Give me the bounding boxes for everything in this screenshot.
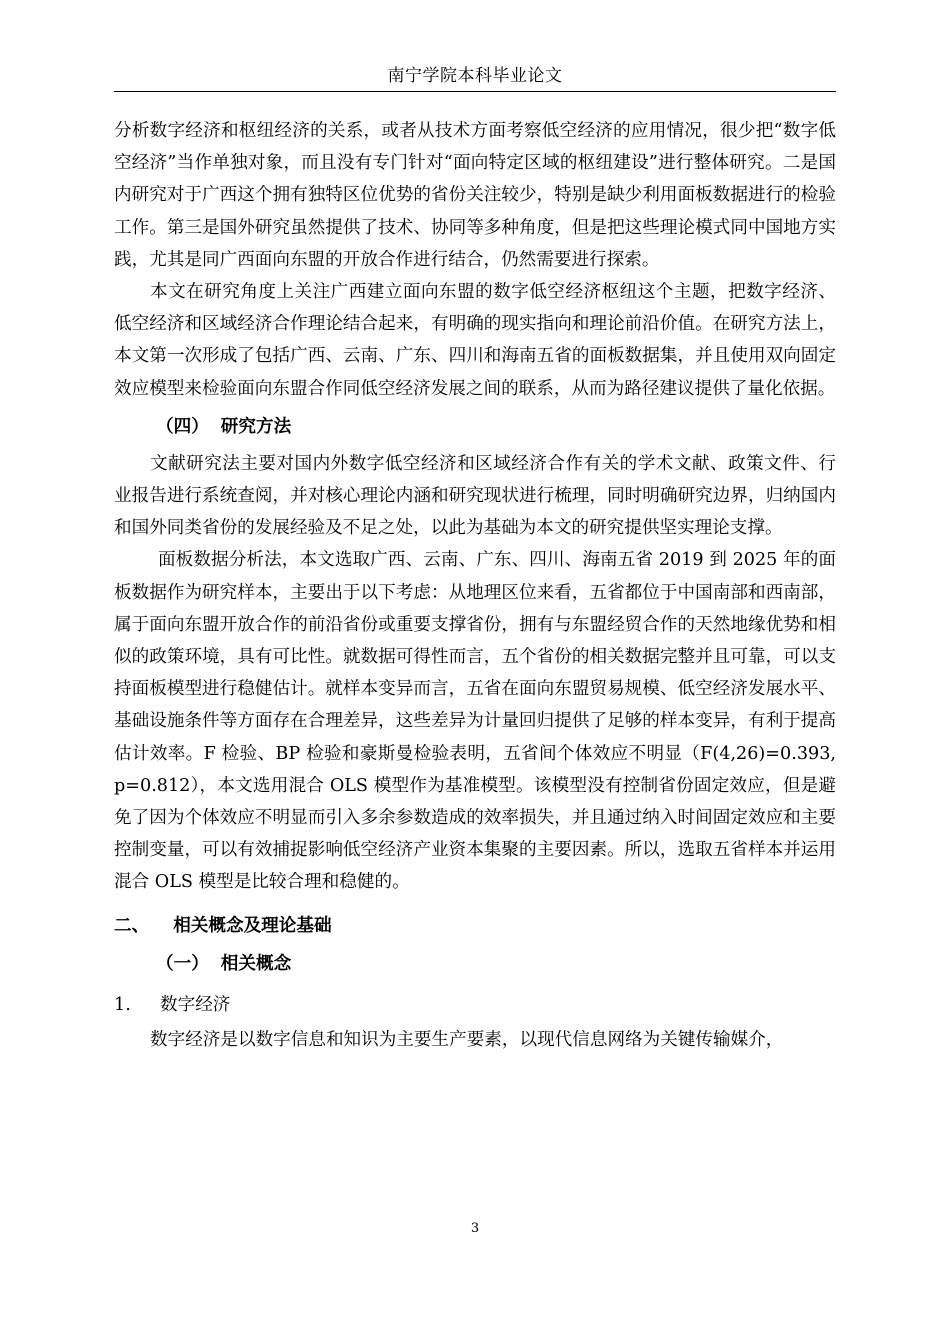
chapter-title: 相关概念及理论基础 [173,914,332,936]
running-header-title: 南宁学院本科毕业论文 [387,66,563,86]
item-title: 数字经济 [160,994,231,1015]
page-number: 3 [470,1221,480,1236]
item-heading-digital-economy [114,985,836,1024]
section-number: （一） [156,952,209,974]
header-divider [114,91,836,92]
section-heading-research-methods [114,405,836,448]
chapter-number: 二、 [114,914,150,936]
paragraph-research-angle: 本文在研究角度上关注广西建立面向东盟的数字低空经济枢纽这个主题，把数字经济、低空经济和区域经济合作理论结合起来，有明确的现实指向和理论前沿价值。在研究方法上，本文第一次形成了包括广西、云南、广东、四川和海南五省的面板数据集，并且使用双向固定效应模型来检验面向东盟合作同低空经济发展之间的联系，从而为路径建议提供了量化依据。 [114,282,836,399]
document-body [114,115,836,1056]
paragraph-literature-method: 文献研究法主要对国内外数字低空经济和区域经济合作有关的学术文献、政策文件、行业报告进行系统查阅，并对核心理论内涵和研究现状进行梳理，同时明确研究边界，归纳国内和国外同类省份的发展经验及不足之处，以此为基础为本文的研究提供坚实理论支撑。 [114,453,836,539]
section-title: 研究方法 [220,415,292,437]
item-number: 1. [114,994,131,1015]
paragraph-continuation: 分析数字经济和枢纽经济的关系，或者从技术方面考察低空经济的应用情况，很少把“数字低空经济”当作单独对象，而且没有专门针对“面向特定区域的枢纽建设”进行整体研究。二是国内研究对于广西这个拥有独特区位优势的省份关注较少，特别是缺少利用面板数据进行的检验工作。第三是国外研究虽然提供了技术、协同等多种角度，但是把这些理论模式同中国地方实践，尤其是同广西面向东盟的开放合作进行结合，仍然需要进行探索。 [114,121,836,270]
paragraph-digital-economy-definition: 数字经济是以数字信息和知识为主要生产要素，以现代信息网络为关键传输媒介， [150,1029,784,1050]
section-title: 相关概念 [220,952,292,974]
section-number: （四） [156,415,209,437]
section-heading-related-concepts [114,946,836,985]
chapter-heading-concepts-theory [114,899,836,946]
paragraph-panel-data-method: 面板数据分析法，本文选取广西、云南、广东、四川、海南五省 2019 到 2025 年的面板数据作为研究样本，主要出于以下考虑：从地理区位来看，五省都位于中国南部和西南部，属于面向东盟开放合作的前沿省份或重要支撑省份，拥有与东盟经贸合作的天然地缘优势和相似的政策环境，具有可比性。就数据可得性而言，五个省份的相关数据完整并且可靠，可以支持面板模型进行稳健估计。就样本变异而言，五省在面向东盟贸易规模、低空经济发展水平、基础设施条件等方面存在合理差异，这些差异为计量回归提供了足够的样本变异，有利于提高估计效率。F 检验、BP 检验和豪斯曼检验表明，五省间个体效应不明显（F(4,26)=0.393, p=0.812），本文选用混合 OLS 模型作为基准模型。该模型没有控制省份固定效应，但是避免了因为个体效应不明显而引入多余参数造成的效率损失，并且通过纳入时间固定效应和主要控制变量，可以有效捕捉影响低空经济产业资本集聚的主要因素。所以，选取五省样本并运用混合 OLS 模型是比较合理和稳健的。 [114,550,836,893]
